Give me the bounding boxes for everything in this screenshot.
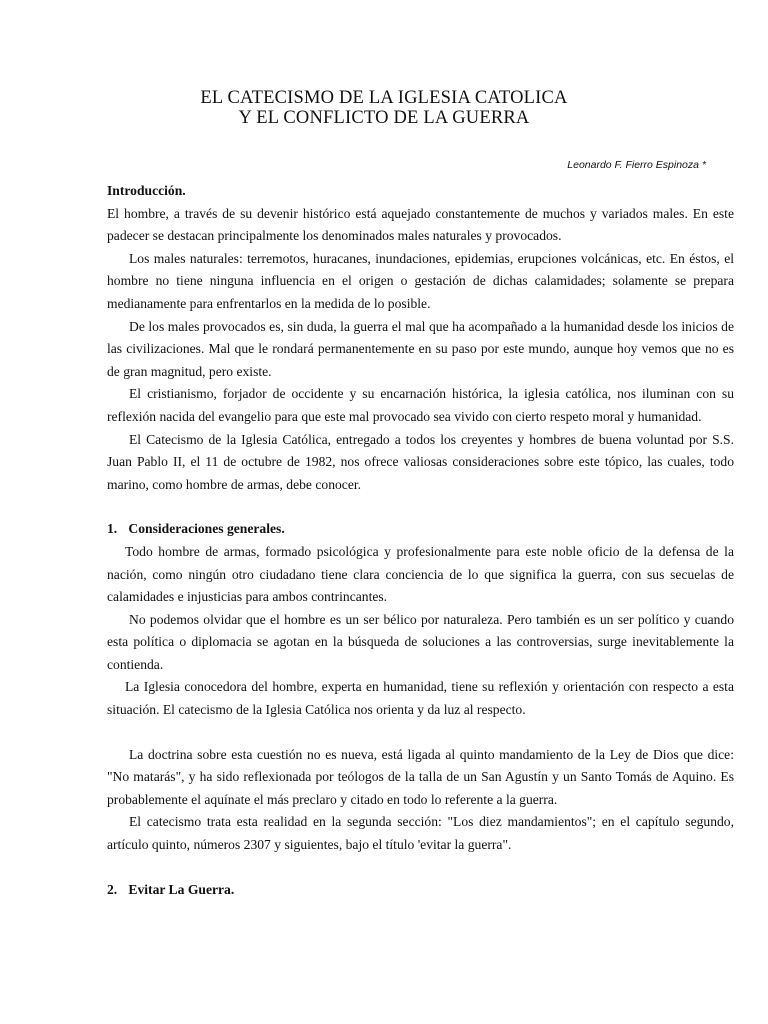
intro-paragraph-2: Los males naturales: terremotos, huracanes, inundaciones, epidemias, erupciones volcánicas, etc. En éstos, el hombre no tiene ninguna influencia en el origen o gestación de dichas calamidades; solamente se prepara medianamente para enfrentarlos en la medida de lo posible. (107, 250, 734, 311)
document-body (107, 180, 734, 901)
intro-heading: Introducción. (107, 183, 186, 198)
section-1-paragraph-1: Todo hombre de armas, formado psicológica y profesionalmente para este noble oficio de la defensa de la nación, como ningún otro ciudadano tiene clara conciencia de lo que significa la guerra, con sus secuelas de calamidades e injusticias para ambos contrincantes. (107, 543, 734, 605)
document-title-line-2: Y EL CONFLICTO DE LA GUERRA (238, 108, 530, 128)
section-1-paragraph-5: El catecismo trata esta realidad en la segunda sección: "Los diez mandamientos"; en el capítulo segundo, artículo quinto, números 2307 y siguientes, bajo el título 'evitar la guerra". (107, 814, 734, 853)
section-2-number: 2. (107, 881, 118, 897)
section-2-title: Evitar La Guerra. (128, 881, 235, 897)
intro-paragraph-3: De los males provocados es, sin duda, la guerra el mal que ha acompañado a la humanidad desde los inicios de las civilizaciones. Mal que le rondará permanentemente en su paso por este mundo, aunque hoy vemos que no es de gran magnitud, pero existe. (107, 318, 734, 379)
section-1-paragraph-2: No podemos olvidar que el hombre es un ser bélico por naturaleza. Pero también es un ser político y cuando esta política o diplomacia se agotan en la búsqueda de soluciones a las controversias, surge inevitablemente la contienda. (107, 611, 734, 672)
section-1-paragraph-4: La doctrina sobre esta cuestión no es nueva, está ligada al quinto mandamiento de la Ley de Dios que dice: "No matarás", y ha sido reflexionada por teólogos de la talla de un San Agustín y un Santo Tomás de Aquino. Es probablemente el aquínate el más preclaro y citado en todo lo referente a la guerra. (107, 746, 734, 807)
section-spacer (107, 496, 734, 518)
author-name: Leonardo F. Fierro Espinoza * (567, 159, 706, 171)
section-1-title: Consideraciones generales. (128, 521, 285, 537)
section-2-heading (107, 879, 734, 902)
section-1-heading (107, 518, 734, 541)
section-spacer-2 (107, 857, 734, 879)
paragraph-spacer (107, 722, 734, 744)
intro-paragraph-5: El Catecismo de la Iglesia Católica, entregado a todos los creyentes y hombres de buena voluntad por S.S. Juan Pablo II, el 11 de octubre de 1982, nos ofrece valiosas consideraciones sobre este tópico, las cuales, todo marino, como hombre de armas, debe conocer. (107, 431, 734, 492)
intro-paragraph-1: El hombre, a través de su devenir histórico está aquejado constantemente de muchos y variados males. En este padecer se destacan principalmente los denominados males naturales y provocados. (107, 205, 734, 244)
section-1-number: 1. (107, 521, 118, 537)
document-title-line-1: EL CATECISMO DE LA IGLESIA CATOLICA (200, 88, 568, 108)
section-1-paragraph-3: La Iglesia conocedora del hombre, experta en humanidad, tiene su reflexión y orientación con respecto a esta situación. El catecismo de la Iglesia Católica nos orienta y da luz al respecto. (107, 679, 734, 718)
intro-paragraph-4: El cristianismo, forjador de occidente y su encarnación histórica, la iglesia católica, nos iluminan con su reflexión nacida del evangelio para que este mal provocado sea vivido con cierto respeto moral y humanidad. (107, 386, 734, 424)
